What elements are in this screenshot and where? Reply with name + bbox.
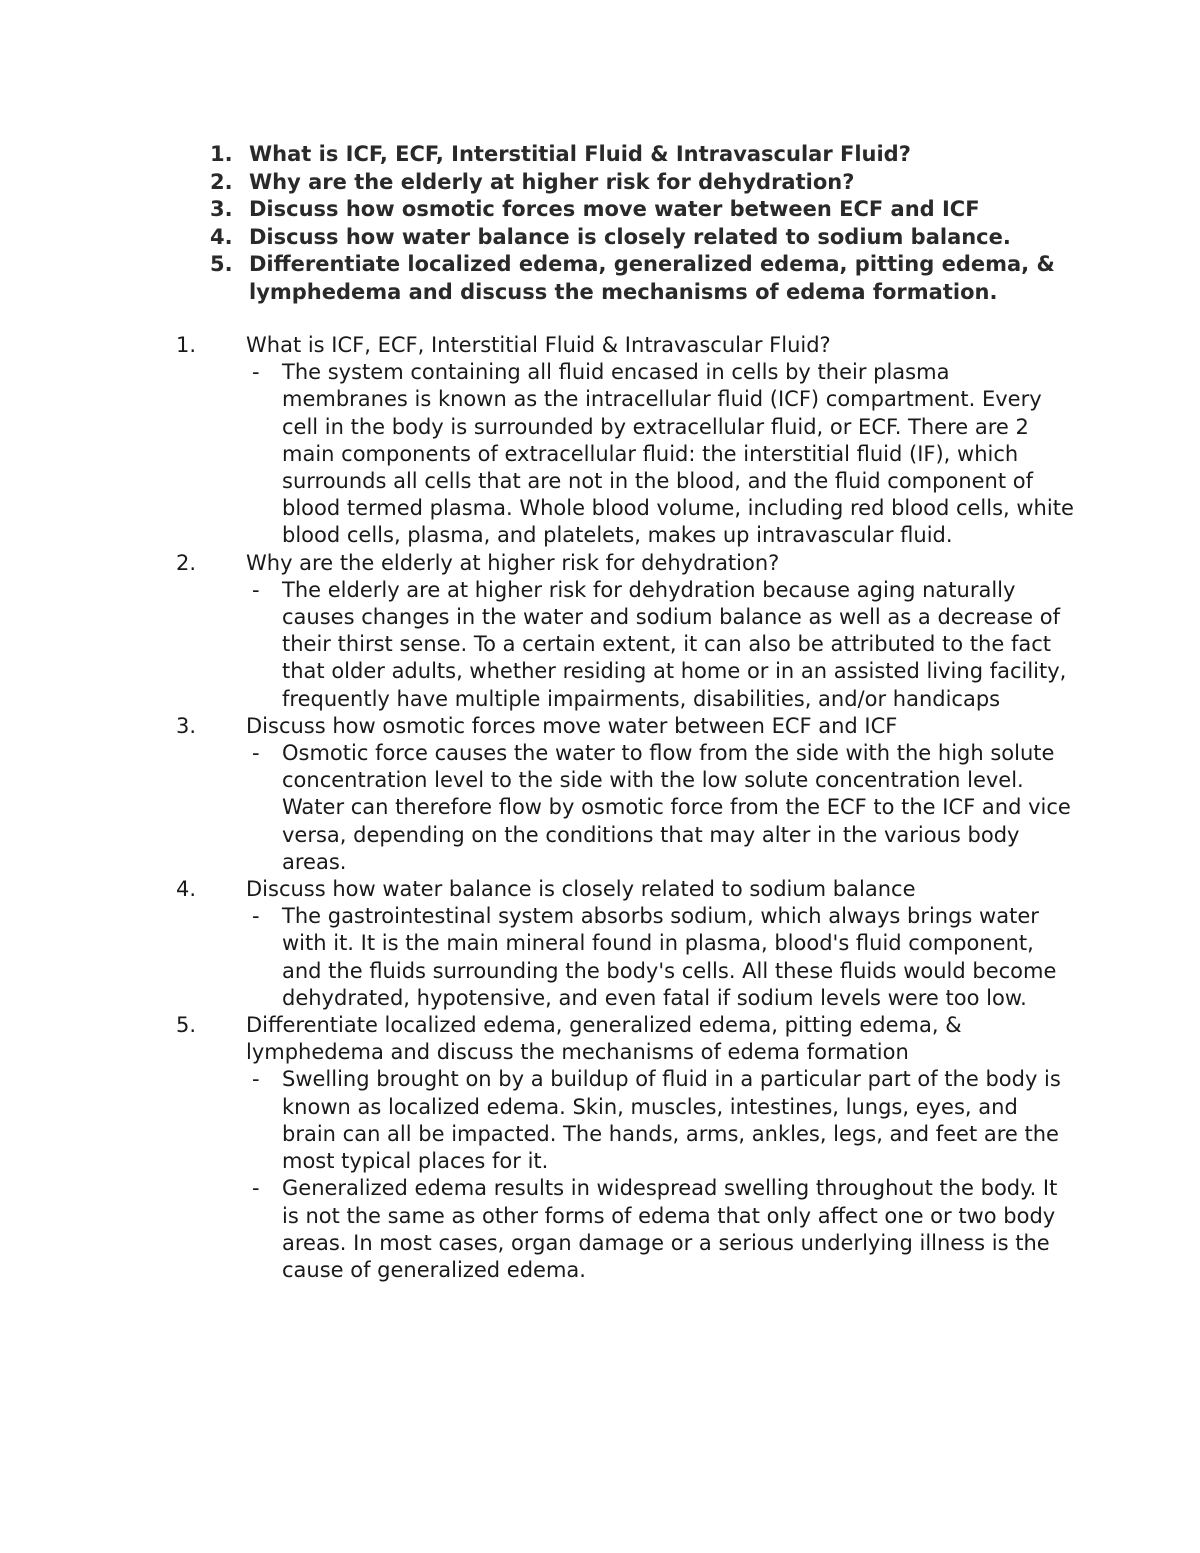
question-text: Differentiate localized edema, generalized edema, pitting edema, & lymphedema and discuss the mechanisms of edema formation. (249, 252, 1055, 304)
bullet-text: The gastrointestinal system absorbs sodium, which always brings water with it. It is the main mineral found in plasma, blood's fluid component, and the fluids surrounding the body's cells. All these fluids would become dehydrated, hypotensive, and even fatal if sodium levels were too low. (282, 904, 1057, 1010)
dash-marker: - (252, 577, 260, 602)
answer-bullets (176, 740, 1076, 876)
question-list (210, 141, 1070, 306)
answer-item (176, 713, 1076, 876)
answer-item (176, 550, 1076, 713)
question-item (210, 141, 1070, 169)
dash-marker: - (252, 360, 260, 385)
question-text: Discuss how osmotic forces move water between ECF and ICF (249, 197, 980, 221)
answer-heading (176, 876, 1076, 903)
answer-bullet (246, 1066, 1076, 1175)
question-number: 5. (210, 252, 233, 276)
answer-bullets (176, 577, 1076, 713)
dash-marker: - (252, 1176, 260, 1201)
answer-number: 1. (176, 333, 197, 357)
answer-bullet (246, 1175, 1076, 1284)
answer-bullets (176, 359, 1076, 549)
bullet-text: Osmotic force causes the water to flow from the side with the high solute concentration level to the side with the low solute concentration level. Water can therefore flow by osmotic force from the ECF to the ICF and vice versa, depending on the conditions that may alter in the various body areas. (282, 741, 1071, 874)
dash-marker: - (252, 1067, 260, 1092)
answer-number: 2. (176, 550, 197, 575)
answer-question: Differentiate localized edema, generalized edema, pitting edema, & lymphedema and discuss the mechanisms of edema formation (246, 1013, 962, 1065)
question-number: 1. (210, 142, 233, 166)
question-text: What is ICF, ECF, Interstitial Fluid & Intravascular Fluid? (249, 142, 911, 166)
answer-bullets (176, 903, 1076, 1012)
answer-bullet (246, 577, 1076, 713)
answer-item (176, 876, 1076, 1012)
answer-number: 3. (176, 713, 197, 738)
answer-question: Discuss how water balance is closely related to sodium balance (246, 877, 916, 902)
answer-heading (176, 550, 1076, 577)
answer-bullet (246, 903, 1076, 1012)
question-item (210, 196, 1070, 224)
answer-bullet (246, 740, 1076, 876)
bullet-text: The elderly are at higher risk for dehydration because aging naturally causes changes in the water and sodium balance as well as a decrease of their thirst sense. To a certain extent, it can also be attributed to the fact that older adults, whether residing at home or in an assisted living facility, frequently have multiple impairments, disabilities, and/or handicaps (282, 577, 1067, 711)
dash-marker: - (252, 904, 260, 929)
bullet-text: Generalized edema results in widespread swelling throughout the body. It is not the same as other forms of edema that only affect one or two body areas. In most cases, organ damage or a serious underlying illness is the cause of generalized edema. (282, 1176, 1058, 1282)
answer-number: 5. (176, 1013, 197, 1038)
answer-bullet (246, 359, 1076, 549)
answer-item (176, 332, 1076, 550)
answer-heading (176, 332, 1076, 359)
question-item (210, 224, 1070, 252)
answer-list (176, 332, 1076, 1284)
answer-question: What is ICF, ECF, Interstitial Fluid & Intravascular Fluid? (246, 333, 831, 357)
question-text: Discuss how water balance is closely related to sodium balance. (249, 224, 1011, 249)
question-number: 3. (210, 197, 233, 221)
answer-heading (176, 1012, 1076, 1066)
answer-item (176, 1012, 1076, 1284)
answer-question: Why are the elderly at higher risk for dehydration? (246, 550, 780, 575)
question-item (210, 251, 1070, 306)
question-number: 2. (210, 169, 233, 194)
answer-heading (176, 713, 1076, 740)
answer-number: 4. (176, 877, 197, 902)
answer-bullets (176, 1066, 1076, 1284)
question-item (210, 169, 1070, 197)
question-number: 4. (210, 224, 233, 249)
dash-marker: - (252, 741, 260, 766)
bullet-text: Swelling brought on by a buildup of fluid in a particular part of the body is known as localized edema. Skin, muscles, intestines, lungs, eyes, and brain can all be impacted. The hands, arms, ankles, legs, and feet are the most typical places for it. (282, 1067, 1061, 1174)
question-text: Why are the elderly at higher risk for dehydration? (249, 169, 855, 194)
bullet-text: The system containing all fluid encased in cells by their plasma membranes is known as the intracellular fluid (ICF) compartment. Every cell in the body is surrounded by extracellular fluid, or ECF. There are 2 main components of extracellular fluid: the interstitial fluid (IF), which surrounds all cells that are not in the blood, and the fluid component of blood termed plasma. Whole blood volume, including red blood cells, white blood cells, plasma, and platelets, makes up intravascular fluid. (282, 360, 1074, 548)
answer-question: Discuss how osmotic forces move water between ECF and ICF (246, 713, 898, 738)
